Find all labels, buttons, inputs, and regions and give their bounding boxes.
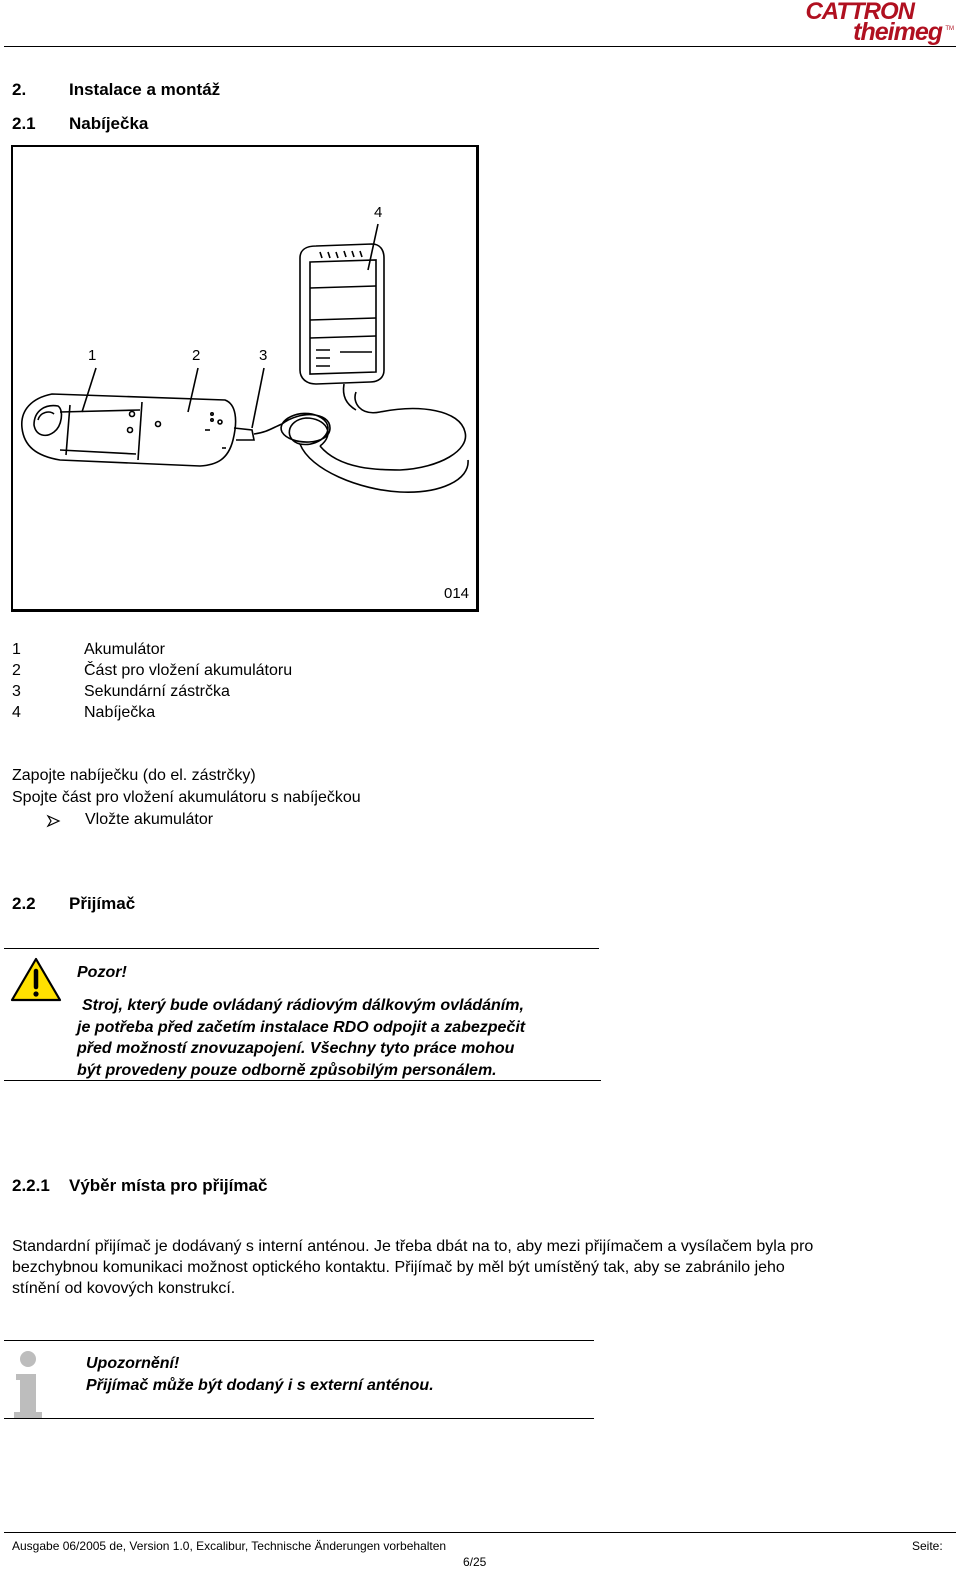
legend-text: Nabíječka xyxy=(84,704,156,721)
step-line: Zapojte nabíječku (do el. zástrčky) xyxy=(12,767,256,784)
warning-line: před možností znovuzapojení. Všechny tyto práce mohou xyxy=(77,1040,515,1057)
logo-top-text: CATTRON xyxy=(805,0,914,25)
logo-bottom-text: theimeg xyxy=(853,18,942,46)
subsection-title: Výběr místa pro přijímač xyxy=(69,1176,268,1195)
subsection-number: 2.1 xyxy=(12,114,36,133)
subsection-title: Nabíječka xyxy=(69,114,149,133)
warning-line: Stroj, který bude ovládaný rádiovým dálkovým ovládáním, xyxy=(82,997,524,1014)
info-i-icon xyxy=(8,1350,48,1420)
callout-4: 4 xyxy=(374,204,383,221)
warning-top-rule xyxy=(4,948,599,949)
warning-triangle-icon xyxy=(11,957,63,1003)
legend-num: 1 xyxy=(12,641,21,658)
body-line: stínění od kovových konstrukcí. xyxy=(12,1280,236,1297)
note-top-rule xyxy=(4,1340,594,1341)
subsection-number: 2.2 xyxy=(12,894,36,913)
warning-line: je potřeba před začetím instalace RDO odpojit a zabezpečit xyxy=(77,1019,526,1036)
body-line: Standardní přijímač je dodávaný s interní anténou. Je třeba dbát na to, aby mezi přijímačem a vysílačem byla pro xyxy=(12,1238,814,1255)
callout-1: 1 xyxy=(88,347,97,364)
charger-illustration xyxy=(0,0,960,620)
callout-2: 2 xyxy=(192,347,201,364)
legend-text: Sekundární zástrčka xyxy=(84,683,230,700)
bullet-step: Vložte akumulátor xyxy=(85,811,214,828)
step-line: Spojte část pro vložení akumulátoru s nabíječkou xyxy=(12,789,361,806)
footer-rule xyxy=(4,1532,956,1533)
legend-num: 4 xyxy=(12,704,21,721)
footer-page-number: 6/25 xyxy=(463,1555,487,1569)
legend-text: Akumulátor xyxy=(84,641,165,658)
subsection-title: Přijímač xyxy=(69,894,136,913)
legend-num: 2 xyxy=(12,662,21,679)
note-heading: Upozornění! xyxy=(86,1355,180,1372)
callout-3: 3 xyxy=(259,347,268,364)
footer-page-label: Seite: xyxy=(912,1539,943,1553)
body-line: bezchybnou komunikaci možnost optického kontaktu. Přijímač by měl být umístěný tak, aby se zabránilo jeho xyxy=(12,1259,785,1276)
section-title: Instalace a montáž xyxy=(69,80,221,99)
warning-bottom-rule xyxy=(4,1080,601,1081)
arrow-bullet-icon xyxy=(47,815,61,827)
warning-heading: Pozor! xyxy=(77,964,127,981)
figure-code: 014 xyxy=(444,585,470,602)
logo-trademark: TM xyxy=(945,26,954,32)
footer-left-text: Ausgabe 06/2005 de, Version 1.0, Excalibur, Technische Änderungen vorbehalten xyxy=(12,1539,447,1553)
note-text: Přijímač může být dodaný i s externí anténou. xyxy=(86,1377,434,1394)
legend-text: Část pro vložení akumulátoru xyxy=(84,662,293,679)
note-bottom-rule xyxy=(4,1418,594,1419)
subsection-number: 2.2.1 xyxy=(12,1176,50,1195)
section-number: 2. xyxy=(12,80,27,99)
warning-line: být provedeny pouze odborně způsobilým personálem. xyxy=(77,1062,497,1079)
legend-num: 3 xyxy=(12,683,21,700)
